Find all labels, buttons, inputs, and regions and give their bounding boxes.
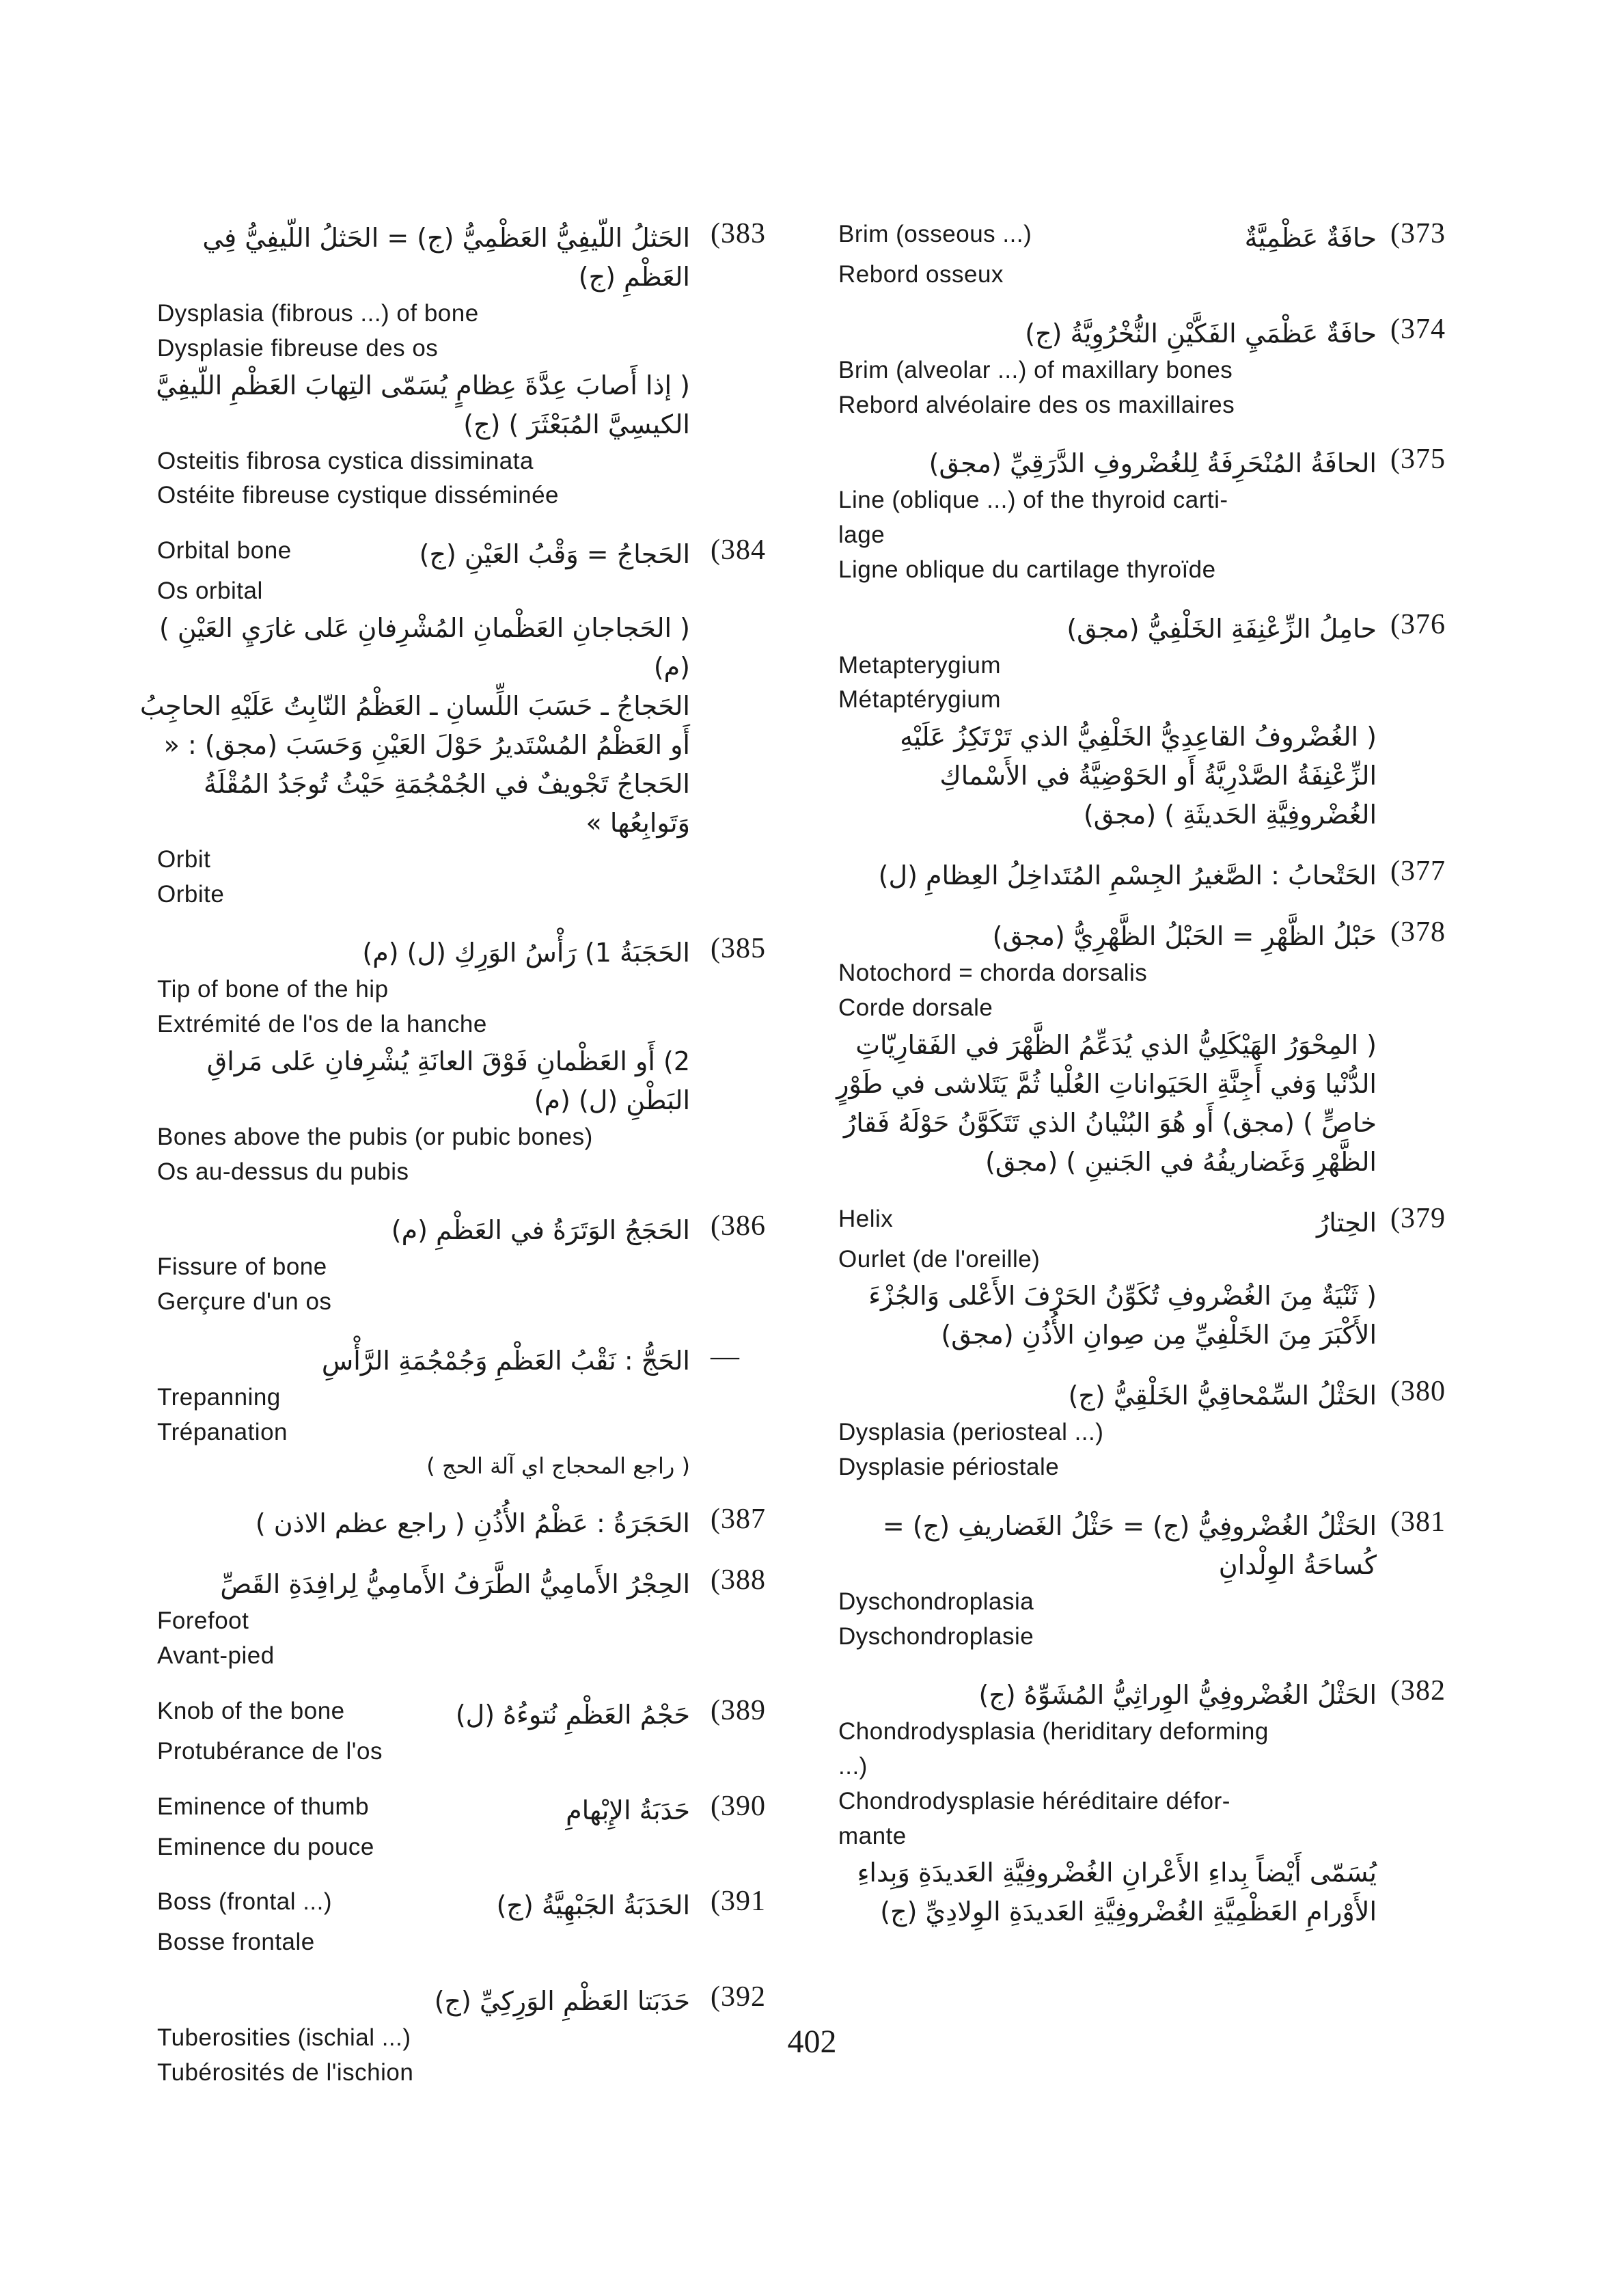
arabic-text: الحَجاجُ ـ حَسَبَ اللِّسانِ ـ العَظْمُ النّابِتُ عَلَيْهِ الحاجِبُ أَو العَظْمُ المُسْتَديرُ حَوْلَ العَيْنِ وَحَسَبَ (مجق) : « الحَجاجُ تَجْويفٌ في الجُمْجُمَةِ حَيْثُ تُوجَدُ المُقْلَةُ وَتَوابِعُها » (139, 690, 690, 838)
dictionary-entry (137, 1885, 786, 1960)
english-term: Boss (frontal ...) (157, 1888, 333, 1916)
english-term: Dyschondroplasia (838, 1588, 1034, 1615)
entry-number: (392 (711, 1981, 766, 2013)
dictionary-entry (823, 217, 1479, 293)
french-term: Rebord osseux (838, 261, 1004, 288)
entry-number: (376 (1390, 608, 1446, 640)
arabic-text: الحافَةُ المُنْحَرِفَةُ لِلغُضْروفِ الدَّرَقِيِّ (مجق) (928, 448, 1377, 479)
english-term: Tip of bone of the hip (157, 976, 389, 1003)
english-term: Orbital bone (157, 537, 292, 564)
dictionary-entry (137, 1564, 786, 1674)
french-term: Dyschondroplasie (838, 1622, 1034, 1650)
french-term: Protubérance de l'os (157, 1737, 383, 1765)
french-term: Extrémité de l'os de la hanche (157, 1011, 487, 1037)
dictionary-entry (823, 608, 1479, 835)
entry-number: (389 (711, 1694, 766, 1726)
entry-number: (384 (711, 534, 766, 566)
english-term: Tuberosities (ischial ...) (157, 2024, 411, 2051)
entry-number: (387 (711, 1504, 766, 1536)
dictionary-entry (137, 1210, 786, 1320)
entry-number: (390 (711, 1790, 766, 1822)
french-term: Corde dorsale (838, 994, 993, 1021)
term-row (823, 217, 1479, 258)
arabic-text: ( الحَجاجانِ العَظْمانِ المُشْرِفانِ عَلى غارَيِ العَيْنِ ) (م) (159, 612, 690, 682)
entry-number: — (711, 1340, 740, 1372)
dictionary-entry (823, 1202, 1479, 1355)
arabic-text: الحَجَرَةُ : عَظْمُ الأُذُنِ ( راجع عظم الاذن ) (255, 1508, 690, 1539)
dictionary-entry (823, 1375, 1479, 1485)
term-row (137, 1790, 786, 1830)
french-term: Orbite (157, 880, 225, 908)
english-term: lage (838, 521, 885, 548)
english-term: Dysplasia (fibrous ...) of bone (157, 300, 479, 327)
arabic-term: حَدَبَةُ الإِبْهامِ (566, 1795, 690, 1825)
english-term: Knob of the bone (157, 1697, 345, 1724)
arabic-text: يُسَمّى أَيْضاً بِداءِ الأَعْرانِ الغُضْروفِيَّةِ العَديدَةِ وَبِداءِ الأَوْرامِ العَظْمِيَّةِ الغُضْروفِيَّةِ العَديدَةِ الوِلادِيِّ (ج) (857, 1858, 1377, 1927)
term-row (137, 1885, 786, 1925)
english-term: Fissure of bone (157, 1253, 327, 1281)
arabic-text: الحَتْحابُ : الصَّغيرُ الجِسْمِ المُتَداخِلُ العِظامِ (ل) (878, 860, 1377, 891)
entry-number: (386 (711, 1210, 766, 1242)
french-term: Eminence du pouce (157, 1833, 374, 1860)
entry-number: (374 (1390, 313, 1446, 345)
french-term: Dysplasie périostale (838, 1454, 1060, 1480)
french-term: Dysplasie fibreuse des os (157, 334, 439, 362)
french-term: Trépanation (157, 1418, 288, 1445)
arabic-term: حَجْمُ العَظْمِ نُتوءُهُ (ل) (455, 1699, 690, 1730)
entry-number: (391 (711, 1886, 766, 1918)
english-term: ...) (838, 1753, 868, 1780)
right-column (823, 217, 1479, 1952)
arabic-text: حامِلُ الزِّعْنِفَةِ الخَلْفِيُّ (مجق) (1066, 613, 1377, 644)
arabic-text: ( إذا أَصابَ عِدَّةَ عِظامٍ يُسَمّى التِهابَ العَظْمِ اللّيفِيَّ الكيسِيَّ المُبَعْثَرَ ) (ج) (156, 370, 690, 439)
dictionary-entry (137, 1340, 786, 1483)
french-term: Os au-dessus du pubis (157, 1158, 409, 1185)
arabic-text: 2) أَو العَظْمانِ فَوْقَ العانَةِ يُشْرِفانِ عَلى مَراقِ البَطْنِ (ل) (م) (206, 1046, 690, 1115)
dictionary-entry (137, 534, 786, 912)
dictionary-entry (823, 855, 1479, 895)
french-term: Tubérosités de l'ischion (157, 2058, 414, 2086)
english-term: Helix (838, 1205, 894, 1232)
english-term: Notochord = chorda dorsalis (838, 960, 1148, 986)
french-term: Rebord alvéolaire des os maxillaires (838, 391, 1235, 418)
dictionary-entry (137, 1790, 786, 1865)
french-term: mante (838, 1822, 907, 1849)
french-term: Bosse frontale (157, 1929, 315, 1956)
entry-number: (383 (711, 218, 766, 249)
arabic-text: ( الغُضْروفُ القاعِدِيُّ الخَلْفِيُّ الذي تَرْتَكِزُ عَلَيْهِ الزِّعْنِفَةُ الصَّدْرِيَّةُ أَو الحَوْضِيَّةُ في الأَسْماكِ الغُضْروفِيَّةِ الحَديثَةِ ) (مجق) (900, 722, 1377, 830)
arabic-text: الحَجُّ : نَقْبُ العَظْمِ وَجُمْجُمَةِ الرَّأْسِ (321, 1345, 690, 1376)
french-term: Ligne oblique du cartilage thyroïde (838, 556, 1216, 583)
english-term: Brim (osseous ...) (838, 221, 1032, 247)
arabic-text: الحَثْلُ السِّمْحاقِيُّ الخَلْقِيُّ (ج) (1068, 1381, 1377, 1411)
french-term: Métaptérygium (838, 686, 1001, 713)
english-term: Chondrodysplasia (heriditary deforming (838, 1718, 1269, 1745)
french-term: Avant-pied (157, 1642, 275, 1669)
french-term: Gerçure d'un os (157, 1288, 332, 1315)
english-term: Trepanning (157, 1383, 281, 1411)
arabic-text: حَدَبَتا العَظْمِ الوَرِكِيِّ (ج) (434, 1986, 690, 2016)
entry-number: (381 (1390, 1506, 1446, 1538)
entry-number: (385 (711, 933, 766, 965)
arabic-text: الحَجَبَةُ 1) رَأْسُ الوَرِكِ (ل) (م) (362, 938, 690, 968)
arabic-term: حافَةٌ عَظْمِيَّةٌ (1244, 223, 1377, 253)
term-row (823, 1202, 1479, 1242)
dictionary-entry (137, 217, 786, 513)
english-term: Eminence of thumb (157, 1793, 370, 1820)
arabic-term: الحَدَبَةُ الجَبْهِيَّةُ (ج) (496, 1890, 690, 1921)
arabic-text: حَبْلُ الظَّهْرِ = الحَبْلُ الظَّهْرِيُّ (مجق) (992, 921, 1377, 951)
english-term: Metapterygium (838, 651, 1001, 679)
entry-number: (382 (1390, 1675, 1446, 1707)
entry-number: (380 (1390, 1376, 1446, 1408)
english-term: Osteitis fibrosa cystica dissiminata (157, 447, 534, 474)
french-term: Chondrodysplasie héréditaire défor- (838, 1787, 1230, 1814)
page-number: 402 (787, 2024, 837, 2060)
english-term: Bones above the pubis (or pubic bones) (157, 1123, 593, 1150)
entry-number: (378 (1390, 916, 1446, 948)
french-term: Ourlet (de l'oreille) (838, 1245, 1041, 1273)
arabic-text: ( ثَنْيَةٌ مِنَ الغُضْروفِ تُكَوِّنُ الحَرْفَ الأَعْلى وَالجُزْءَ الأَكْبَرَ مِنَ الخَلْفِيِّ مِن صِوانِ الأُذُنِ (مجق) (868, 1281, 1377, 1350)
english-term: Orbit (157, 845, 211, 873)
french-term: Os orbital (157, 577, 263, 604)
dictionary-entry (823, 443, 1479, 587)
arabic-term: الحَجاجُ = وَقْبُ العَيْنِ (ج) (419, 539, 690, 569)
arabic-text: الحَثلُ اللّيفِيُّ العَظْمِيُّ (ج) = الحَثلُ اللّيفِيُّ فِي العَظْمِ (ج) (202, 223, 690, 292)
term-row (137, 534, 786, 574)
entry-number: (373 (1390, 218, 1446, 249)
dictionary-entry (823, 1506, 1479, 1655)
dictionary-entry (137, 1503, 786, 1543)
arabic-text: الحَثْلُ الغُضْروفِيُّ (ج) = حَثْلُ الغَضاريفِ (ج) = كُساحَةُ الوِلْدانِ (882, 1510, 1377, 1580)
arabic-text: حافَةٌ عَظْمَيِ الفَكَّيْنِ النُّخْرُوِيَّةُ (ج) (1025, 318, 1377, 349)
entry-number: (375 (1390, 444, 1446, 476)
english-term: Dysplasia (periosteal ...) (838, 1419, 1104, 1446)
french-term: Ostéite fibreuse cystique disséminée (157, 482, 559, 509)
left-column (137, 217, 786, 2111)
entry-number: (388 (711, 1564, 766, 1596)
dictionary-entry (137, 932, 786, 1189)
dictionary-entry (137, 1694, 786, 1769)
term-row (137, 1694, 786, 1735)
entry-number: (377 (1390, 856, 1446, 887)
dictionary-entry (823, 1674, 1479, 1931)
arabic-text: الحَجَجُ الوَتَرَةُ في العَظْمِ (م) (391, 1215, 690, 1246)
english-term: Line (oblique ...) of the thyroid carti- (838, 487, 1228, 514)
arabic-text: الحِجْرُ الأَمامِيُّ الطَّرَفُ الأَمامِيُّ لِرافِدَةِ القَصِّ (220, 1569, 690, 1600)
english-term: Forefoot (157, 1607, 249, 1635)
english-term: Brim (alveolar ...) of maxillary bones (838, 356, 1233, 383)
dictionary-entry (823, 313, 1479, 423)
arabic-note: ( راجع المحجاج اي آلة الحج ) (426, 1453, 690, 1480)
arabic-text: الحَثْلُ الغُضْروفِيُّ الوِراثِيُّ المُشَوِّهُ (ج) (978, 1680, 1377, 1711)
arabic-term: الحِتارُ (1316, 1207, 1377, 1238)
dictionary-entry (823, 916, 1479, 1182)
entry-number: (379 (1390, 1202, 1446, 1234)
arabic-text: ( المِحْوَرُ الهَيْكَلِيُّ الذي يُدَعِّمُ الظَّهْرَ في الفَقارِيّاتِ الدُّنْيا وَفي أَجِنَّةِ الحَيَواناتِ العُلْيا ثُمَّ يَتَلاشى في طَوْرٍ خاصٍّ ) (مجق) أَو هُوَ البُنْيانُ الذي تَتَكَوَّنُ حَوْلَهُ فَقارُ الظَّهْرِ وَغَضاريفُهُ في الجَنينِ ) (مجق) (836, 1029, 1377, 1177)
